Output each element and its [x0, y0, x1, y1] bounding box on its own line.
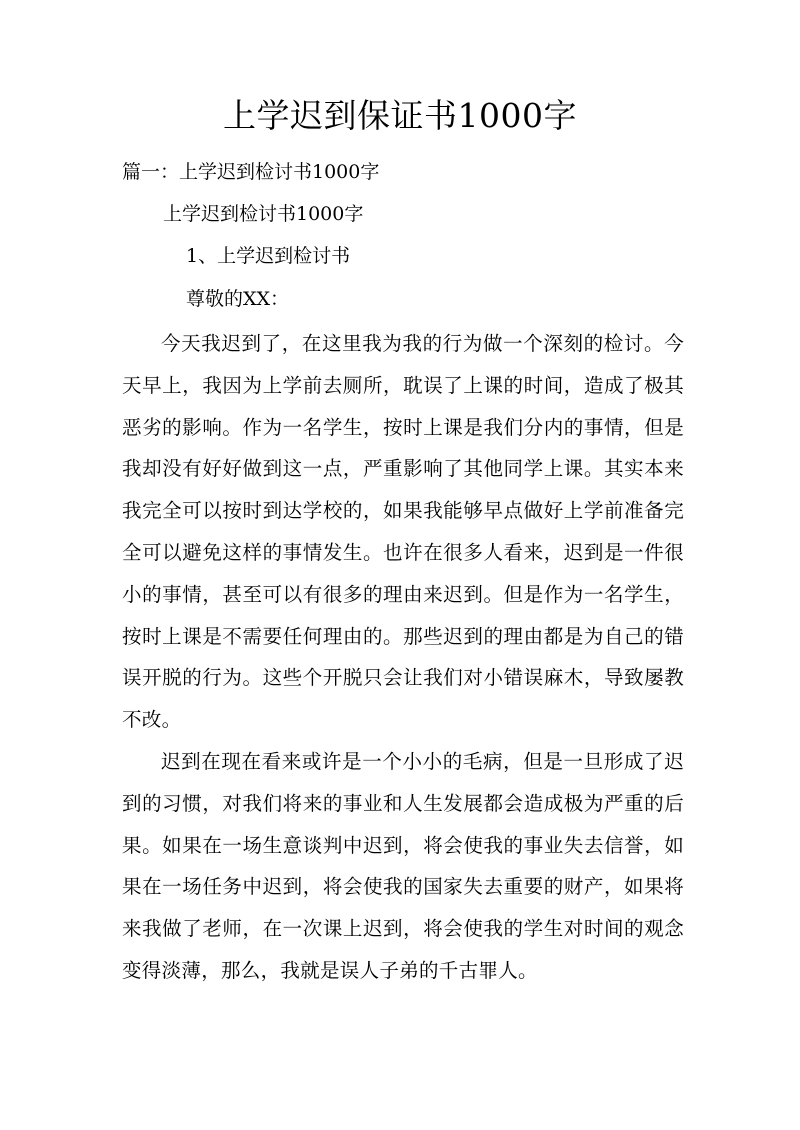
document-title: 上学迟到保证书1000字: [223, 96, 577, 135]
item-heading: 1、上学迟到检讨书: [186, 245, 351, 267]
body-paragraph-2: 迟到在现在看来或许是一个小小的毛病，但是一旦形成了迟到的习惯，对我们将来的事业和人生发展都会造成极为严重的后果。如果在一场生意谈判中迟到，将会使我的事业失去信誉，如果在一场任务中迟到，将会使我的国家失去重要的财产，如果将来我做了老师，在一次课上迟到，将会使我的学生对时间的观念变得淡薄，那么，我就是误人子弟的千古罪人。: [122, 750, 684, 982]
document-subtitle: 上学迟到检讨书1000字: [163, 203, 364, 225]
body-paragraph-1: 今天我迟到了，在这里我为我的行为做一个深刻的检讨。今天早上，我因为上学前去厕所，耽误了上课的时间，造成了极其恶劣的影响。作为一名学生，按时上课是我们分内的事情，但是我却没有好好做到这一点，严重影响了其他同学上课。其实本来我完全可以按时到达学校的，如果我能够早点做好上学前准备完全可以避免这样的事情发生。也许在很多人看来，迟到是一件很小的事情，甚至可以有很多的理由来迟到。但是作为一名学生，按时上课是不需要任何理由的。那些迟到的理由都是为自己的错误开脱的行为。这些个开脱只会让我们对小错误麻木，导致屡教不改。: [122, 332, 684, 732]
salutation: 尊敬的XX：: [186, 288, 290, 310]
section-heading: 篇一：上学迟到检讨书1000字: [122, 161, 380, 183]
